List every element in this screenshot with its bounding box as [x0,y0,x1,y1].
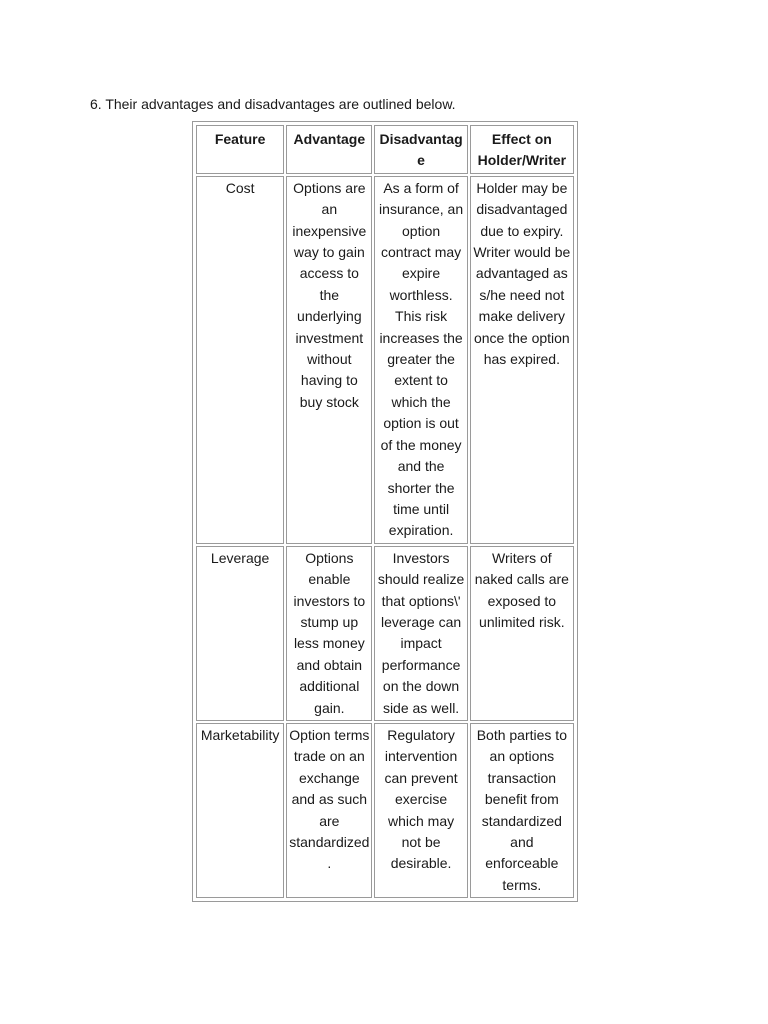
cell-disadvantage: Regulatory intervention can prevent exercise which may not be desirable. [374,723,467,898]
cell-advantage: Options are an inexpensive way to gain access to the underlying investment without having to buy stock [286,176,372,544]
comparison-table-frame [192,121,578,902]
header-advantage: Advantage [286,125,372,174]
intro-text: 6. Their advantages and disadvantages are outlined below. [90,96,456,112]
comparison-table [194,123,576,900]
header-feature: Feature [196,125,284,174]
cell-effect: Holder may be disadvantaged due to expiry. Writer would be advantaged as s/he need not make delivery once the option has expired. [470,176,574,544]
cell-advantage: Options enable investors to stump up less money and obtain additional gain. [286,546,372,721]
cell-effect: Both parties to an options transaction benefit from standardized and enforceable terms. [470,723,574,898]
cell-feature: Leverage [196,546,284,721]
cell-disadvantage: Investors should realize that options\' leverage can impact performance on the down side as well. [374,546,467,721]
table-row [196,546,574,721]
header-disadvantage: Disadvantag e [374,125,467,174]
cell-advantage: Option terms trade on an exchange and as such are standardized . [286,723,372,898]
cell-disadvantage: As a form of insurance, an option contract may expire worthless. This risk increases the greater the extent to which the option is out of the money and the shorter the time until expiration. [374,176,467,544]
table-row [196,176,574,544]
cell-feature: Cost [196,176,284,544]
header-effect: Effect on Holder/Writer [470,125,574,174]
table-header-row [196,125,574,174]
cell-feature: Marketability [196,723,284,898]
table-row [196,723,574,898]
cell-effect: Writers of naked calls are exposed to unlimited risk. [470,546,574,721]
